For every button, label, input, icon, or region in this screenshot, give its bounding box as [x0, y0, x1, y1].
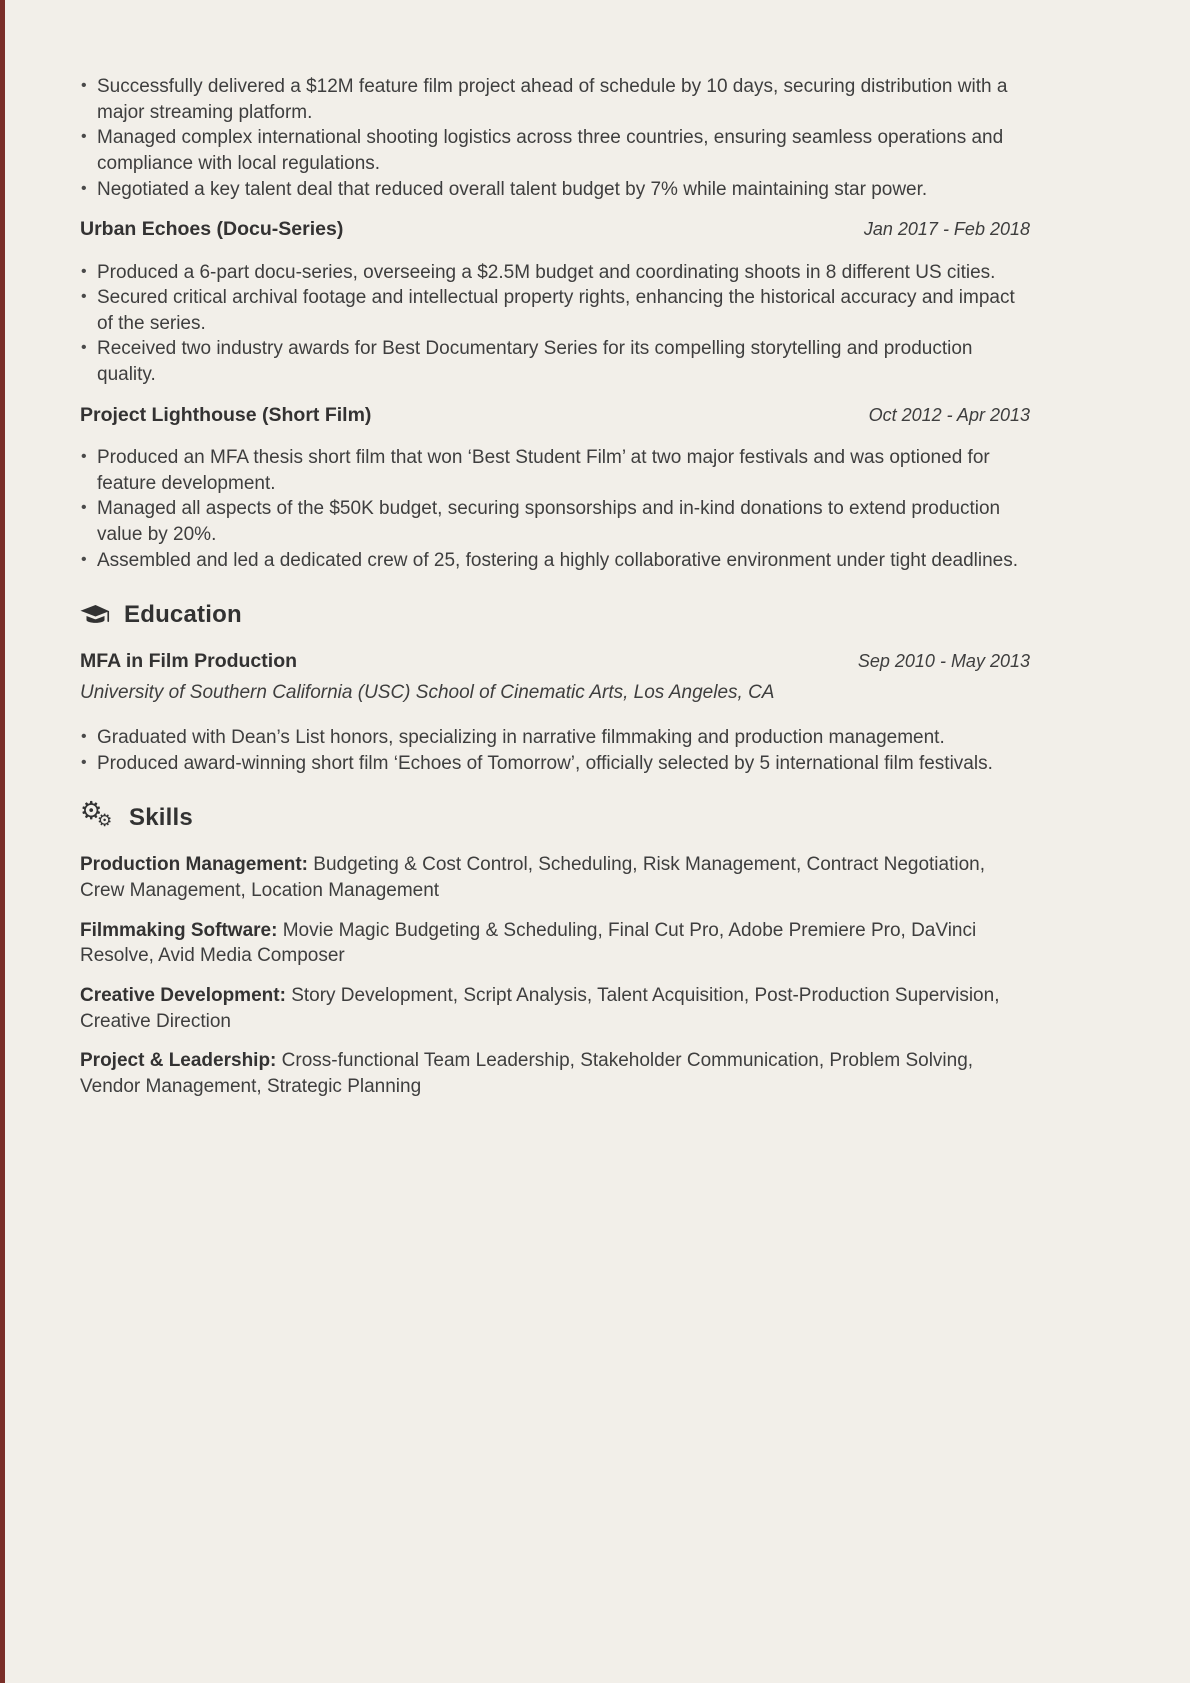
graduation-cap-icon	[80, 602, 111, 629]
experience-entry-dates: Jan 2017 - Feb 2018	[863, 219, 1030, 240]
experience-continuation-bullets	[80, 74, 1030, 202]
skill-category	[80, 918, 1030, 969]
bullet-item: • Produced an MFA thesis short film that won ‘Best Student Film’ at two major festivals and was optioned for feature development.	[97, 445, 1030, 496]
education-dates: Sep 2010 - May 2013	[857, 651, 1030, 672]
bullet-item: • Assembled and led a dedicated crew of 25, fostering a highly collaborative environment under tight deadlines.	[97, 548, 1030, 574]
skills-list	[80, 852, 1030, 1099]
bullet-item: • Successfully delivered a $12M feature film project ahead of schedule by 10 days, securing distribution with a major streaming platform.	[97, 74, 1030, 125]
experience-entry-title: Project Lighthouse (Short Film)	[80, 403, 372, 426]
skill-category-items: Story Development, Script Analysis, Talent Acquisition, Post-Production Supervision, Creative Direction	[80, 985, 1000, 1032]
experience-entry-bullets	[80, 445, 1030, 573]
skill-category-items: Cross-functional Team Leadership, Stakeholder Communication, Problem Solving, Vendor Management, Strategic Planning	[80, 1050, 974, 1097]
left-accent-bar	[0, 0, 5, 1683]
skills-section-heading	[80, 796, 1030, 835]
skill-category-items: Budgeting & Cost Control, Scheduling, Risk Management, Contract Negotiation, Crew Management, Location Management	[80, 854, 985, 902]
skill-category	[80, 852, 1030, 903]
skill-category-label: Creative Development:	[80, 985, 286, 1007]
bullet-item: • Produced a 6-part docu-series, overseeing a $2.5M budget and coordinating shoots in 8 different US cities.	[97, 260, 1030, 286]
education-heading-label: Education	[124, 601, 242, 629]
education-degree: MFA in Film Production	[80, 650, 298, 673]
education-institution: University of Southern California (USC) School of Cinematic Arts, Los Angeles, CA	[80, 681, 775, 703]
skills-heading-label: Skills	[129, 804, 193, 832]
experience-entry-header	[80, 402, 1030, 428]
bullet-item: • Graduated with Dean’s List honors, specializing in narrative filmmaking and production management.	[97, 725, 1030, 751]
skill-category-label: Production Management:	[80, 854, 309, 876]
experience-entry-header	[80, 216, 1030, 242]
experience-entry-bullets	[80, 260, 1030, 388]
experience-entry	[80, 402, 1030, 574]
experience-entry-title: Urban Echoes (Docu-Series)	[80, 218, 344, 241]
education-section-heading	[80, 598, 1030, 632]
bullet-item: • Negotiated a key talent deal that reduced overall talent budget by 7% while maintaining star power.	[97, 177, 1030, 203]
education-bullets	[80, 725, 1030, 776]
bullet-item: • Secured critical archival footage and intellectual property rights, enhancing the historical accuracy and impact of the series.	[97, 285, 1030, 336]
skill-category-label: Filmmaking Software:	[80, 919, 278, 941]
bullet-item: • Received two industry awards for Best Documentary Series for its compelling storytelling and production quality.	[97, 336, 1030, 387]
experience-entry-dates: Oct 2012 - Apr 2013	[868, 404, 1030, 425]
skill-category	[80, 1048, 1030, 1099]
bullet-item: • Managed all aspects of the $50K budget, securing sponsorships and in-kind donations to extend production value by 20%.	[97, 496, 1030, 547]
skill-category	[80, 983, 1030, 1034]
experience-entries	[80, 216, 1030, 573]
education-degree-row	[80, 648, 1030, 674]
gears-icon: ⚙ ⚙	[80, 796, 113, 832]
experience-entry	[80, 216, 1030, 388]
bullet-item: • Managed complex international shooting logistics across three countries, ensuring seamless operations and compliance with local regulations.	[97, 125, 1030, 176]
skill-category-items: Movie Magic Budgeting & Scheduling, Final Cut Pro, Adobe Premiere Pro, DaVinci Resolve, Avid Media Composer	[80, 919, 977, 967]
skill-category-label: Project & Leadership:	[80, 1050, 277, 1072]
bullet-item: • Produced award-winning short film ‘Echoes of Tomorrow’, officially selected by 5 international film festivals.	[97, 751, 1030, 777]
